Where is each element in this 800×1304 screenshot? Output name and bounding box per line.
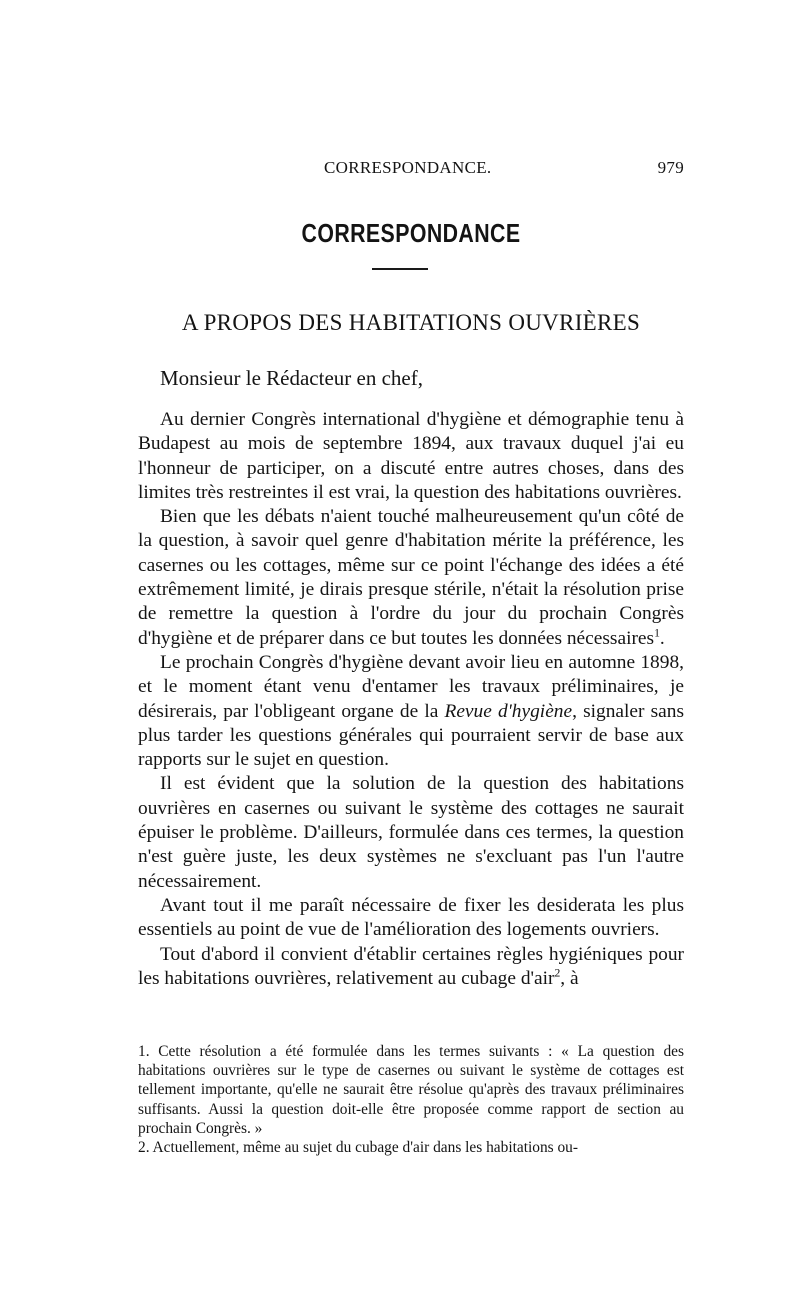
paragraph-6-end: , à bbox=[560, 967, 579, 989]
section-title: CORRESPONDANCE bbox=[301, 218, 521, 248]
paragraph-3-text-a: Le prochain Congrès d'hygiène devant avoir lieu en automne 1898, et le moment étant venu d'entamer les travaux préliminaires, je désirerais, par l'obligeant organe de la bbox=[138, 651, 684, 722]
paragraph-3 bbox=[138, 651, 684, 772]
title-divider bbox=[372, 268, 428, 270]
page-number: 979 bbox=[657, 158, 684, 177]
article-body bbox=[138, 408, 684, 991]
journal-name: Revue d'hygiène bbox=[444, 700, 573, 722]
paragraph-6-text: Tout d'abord il convient d'établir certaines règles hygiéniques pour les habitations ouvrières, relativement au cubage d'air bbox=[138, 943, 684, 989]
paragraph-3-text-b: , signaler sans plus tarder les questions générales qui pourraient servir de base aux rapports sur le sujet en question. bbox=[138, 700, 685, 771]
running-head bbox=[138, 158, 684, 182]
footnote-2: 2. Actuellement, même au sujet du cubage d'air dans les habitations ou- bbox=[138, 1139, 579, 1157]
footnotes bbox=[138, 1042, 684, 1157]
paragraph-4: Il est évident que la solution de la question des habitations ouvrières en casernes ou suivant le système des cottages ne saurait épuiser le problème. D'ailleurs, formulée dans ces termes, la question n'est guère juste, les deux systèmes ne s'excluant pas l'un l'autre nécessairement. bbox=[138, 773, 684, 892]
paragraph-2 bbox=[138, 505, 684, 651]
footnote-ref-2: 2 bbox=[554, 966, 561, 980]
paragraph-2-text: Bien que les débats n'aient touché malheureusement qu'un côté de la question, à savoir quel genre d'habitation mérite la préférence, les casernes ou les cottages, même sur ce point l'échange des idées a été extrêmement limité, je dirais presque stérile, n'était la résolution prise de remettre la question à l'ordre du jour du prochain Congrès d'hygiène et de préparer dans ce but toutes les données nécessaires bbox=[138, 506, 684, 649]
footnote-1: 1. Cette résolution a été formulée dans les termes suivants : « La question des habitations ouvrières sur le type de casernes ou suivant le système de cottages est tellement importante, qu'elle ne saurait être résolue qu'après des travaux préliminaires suffisants. Aussi la question doit-elle être proposée comme rapport de section au prochain Congrès. » bbox=[138, 1043, 684, 1137]
article-title: A PROPOS DES HABITATIONS OUVRIÈRES bbox=[181, 310, 641, 335]
footnote-ref-1: 1 bbox=[654, 626, 660, 640]
salutation: Monsieur le Rédacteur en chef, bbox=[160, 366, 423, 390]
paragraph-6 bbox=[138, 943, 684, 992]
paragraph-1: Au dernier Congrès international d'hygiène et démographie tenu à Budapest au mois de septembre 1894, aux travaux duquel j'ai eu l'honneur de participer, on a discuté entre autres choses, dans des limites très restreintes il est vrai, la question des habitations ouvrières. bbox=[138, 409, 684, 503]
paragraph-2-end: . bbox=[659, 627, 665, 649]
running-head-title: CORRESPONDANCE. bbox=[324, 158, 492, 177]
paragraph-5: Avant tout il me paraît nécessaire de fixer les desiderata les plus essentiels au point de vue de l'amélioration des logements ouvriers. bbox=[138, 894, 684, 941]
